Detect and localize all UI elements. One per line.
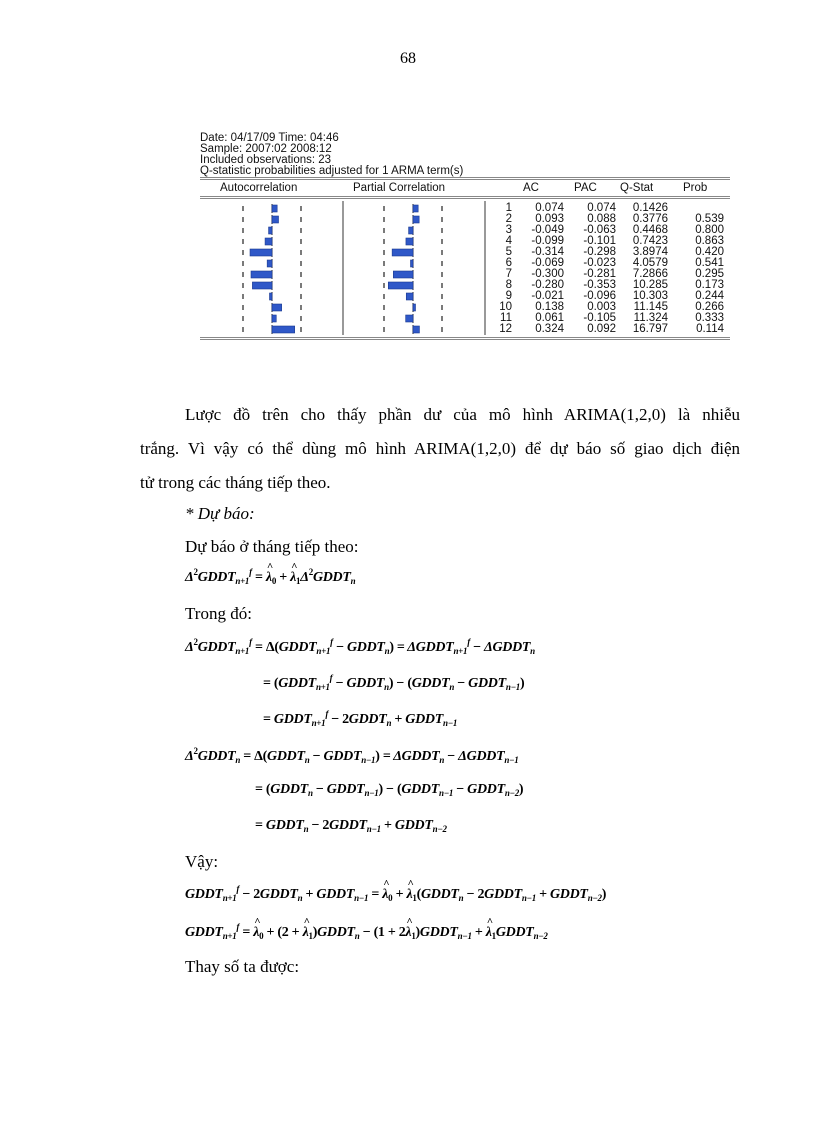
- cell-lag: 4: [505, 235, 512, 247]
- cell-lag: 8: [505, 279, 512, 291]
- pac-bar-lag-1: [413, 205, 418, 212]
- ac-bar-lag-4: [265, 238, 272, 245]
- cell-pac: 0.092: [587, 323, 616, 335]
- cell-pac: -0.023: [583, 257, 616, 269]
- ac-bar-lag-2: [272, 216, 279, 223]
- cell-pac: -0.353: [583, 279, 616, 291]
- cell-qstat: 11.145: [633, 301, 668, 313]
- pac-bar-lag-11: [406, 315, 413, 322]
- cell-prob: 0.114: [696, 323, 724, 335]
- col-pac: PAC: [574, 182, 597, 194]
- cell-ac: 0.093: [535, 213, 564, 225]
- cell-lag: 11: [500, 312, 512, 324]
- paragraph-line-3: tử trong các tháng tiếp theo.: [140, 473, 331, 492]
- substitute-label: Thay số ta được:: [185, 957, 300, 976]
- cell-lag: 12: [499, 323, 512, 335]
- pac-bar-lag-8: [388, 282, 413, 289]
- ac-bar-lag-10: [272, 304, 282, 311]
- col-ac: AC: [523, 182, 539, 194]
- pac-bar-lag-10: [413, 304, 416, 311]
- ac-bar-lag-11: [272, 315, 276, 322]
- ac-bar-lag-3: [269, 227, 272, 234]
- ac-bar-lag-12: [272, 326, 295, 333]
- correlogram-observations-line: Included observations: 23: [200, 154, 332, 166]
- pac-bar-lag-3: [409, 227, 413, 234]
- cell-qstat: 0.1426: [632, 202, 668, 214]
- cell-qstat: 0.4468: [632, 224, 668, 236]
- correlation-bar-plots: [200, 199, 490, 337]
- cell-prob: 0.333: [695, 312, 724, 324]
- cell-qstat: 11.324: [633, 312, 668, 324]
- ac-bar-lag-9: [270, 293, 273, 300]
- cell-qstat: 16.797: [632, 323, 668, 335]
- cell-qstat: 0.7423: [632, 235, 668, 247]
- ac-bar-lag-5: [250, 249, 272, 256]
- cell-ac: 0.074: [535, 202, 564, 214]
- ac-bar-lag-6: [267, 260, 272, 267]
- cell-pac: -0.063: [583, 224, 616, 236]
- correlogram-qstat-note: Q-statistic probabilities adjusted for 1 ARMA term(s): [200, 165, 464, 177]
- equation-delta2-gddt: $\Delta^2GDDT_n$ = $\Delta(GDDT_n$ − $GDDT_{n-1}$) = $\Delta GDDT_n$ − $\Delta GDDT_{n-1}$: [185, 746, 519, 765]
- cell-ac: -0.280: [531, 279, 564, 291]
- pac-bar-lag-2: [413, 216, 419, 223]
- forecast-next-label: Dự báo ở tháng tiếp theo:: [185, 537, 359, 556]
- page-number: 68: [400, 50, 416, 67]
- col-qstat: Q-Stat: [620, 182, 654, 194]
- pac-bar-lag-6: [411, 260, 414, 267]
- ac-bar-lag-8: [252, 282, 272, 289]
- cell-ac: -0.069: [531, 257, 564, 269]
- col-prob: Prob: [683, 182, 708, 194]
- correlogram-body: [200, 199, 730, 337]
- cell-prob: 0.863: [695, 235, 724, 247]
- cell-pac: -0.101: [583, 235, 616, 247]
- column-header-row: [200, 180, 730, 196]
- cell-ac: 0.324: [535, 323, 564, 335]
- bottom-rule: [200, 337, 730, 340]
- cell-lag: 5: [505, 246, 512, 258]
- cell-ac: 0.138: [535, 301, 564, 313]
- cell-pac: 0.088: [587, 213, 616, 225]
- col-autocorrelation: Autocorrelation: [220, 182, 298, 194]
- cell-ac: -0.049: [531, 224, 564, 236]
- pac-bar-lag-5: [392, 249, 413, 256]
- cell-pac: -0.096: [583, 290, 616, 302]
- cell-ac: -0.099: [531, 235, 564, 247]
- ac-bar-lag-7: [251, 271, 272, 278]
- cell-lag: 9: [505, 290, 512, 302]
- pac-bar-lag-9: [406, 293, 413, 300]
- cell-pac: -0.105: [583, 312, 616, 324]
- cell-qstat: 3.8974: [632, 246, 668, 258]
- cell-prob: 0.295: [695, 268, 724, 280]
- paragraph-line-1: Lược đồ trên cho thấy phần dư của mô hình ARIMA(1,2,0) là nhiễu: [185, 405, 740, 424]
- cell-prob: 0.244: [695, 290, 724, 302]
- cell-ac: -0.314: [531, 246, 564, 258]
- cell-lag: 10: [499, 301, 512, 313]
- therefore-label: Vậy:: [185, 852, 219, 871]
- cell-prob: 0.541: [695, 257, 724, 269]
- forecast-heading: * Dự báo:: [185, 504, 255, 523]
- table-row: [490, 324, 730, 335]
- equation-final-forecast: $GDDT_{n+1}^f$ = ^ $\lambda_0 + (2$ + ^ $\lambda_1)GDDT_n - (1$ + 2^ $\lambda_1)GDDT_{n-1}$ + ^ $\lambda_1GDDT_{n-2}$: [185, 922, 548, 941]
- equation-delta2-gddt-step2: = ($GDDT_n$ − $GDDT_{n-1}$) − ($GDDT_{n-1}$ − $GDDT_{n-2}$): [255, 782, 524, 798]
- pac-bar-lag-4: [406, 238, 413, 245]
- cell-ac: 0.061: [535, 312, 564, 324]
- equation-delta2-forecast: $\Delta^2GDDT_{n+1}^f$ = $\Delta(GDDT_{n+1}^f$ − $GDDT_n$) = $\Delta GDDT_{n+1}^f$ − $\Delta GDDT_n$: [185, 637, 535, 656]
- cell-lag: 3: [505, 224, 512, 236]
- ac-bar-lag-1: [272, 205, 277, 212]
- equation-delta2-forecast-step2: = ($GDDT_{n+1}^f$ − $GDDT_n$) − ($GDDT_n$ − $GDDT_{n-1}$): [263, 673, 525, 692]
- cell-prob: 0.800: [695, 224, 724, 236]
- cell-qstat: 4.0579: [632, 257, 668, 269]
- cell-pac: -0.298: [583, 246, 616, 258]
- correlogram-date-line: Date: 04/17/09 Time: 04:46: [200, 132, 339, 144]
- cell-ac: -0.300: [531, 268, 564, 280]
- paragraph-line-2: trắng. Vì vậy có thể dùng mô hình ARIMA(1,2,0) để dự báo số giao dịch điện: [140, 439, 740, 458]
- cell-pac: -0.281: [583, 268, 616, 280]
- equation-delta2-forecast-step3: = $GDDT_{n+1}^f$ − $2GDDT_n$ + $GDDT_{n-1}$: [263, 709, 458, 728]
- equation-forecast: $\Delta^2GDDT_{n+1}^f$ = ^ $\lambda_0$ + ^ $\lambda_1\Delta^2GDDT_n$: [185, 567, 355, 586]
- col-partial-correlation: Partial Correlation: [353, 182, 446, 194]
- cell-qstat: 10.285: [632, 279, 668, 291]
- cell-prob: 0.173: [695, 279, 724, 291]
- equation-combined: $GDDT_{n+1}^f$ − $2GDDT_n$ + $GDDT_{n-1}$ = ^ $\lambda_0$ + ^ $\lambda_1(GDDT_n$ − $2GDDT_{n-1}$ + $GDDT_{n-2}$): [185, 884, 606, 903]
- equation-delta2-gddt-step3: = $GDDT_n$ − $2GDDT_{n-1}$ + $GDDT_{n-2}$: [255, 818, 447, 834]
- correlogram-sample-line: Sample: 2007:02 2008:12: [200, 143, 332, 155]
- cell-qstat: 7.2866: [632, 268, 668, 280]
- cell-lag: 1: [505, 202, 512, 214]
- where-label: Trong đó:: [185, 604, 252, 623]
- cell-prob: 0.266: [695, 301, 724, 313]
- cell-lag: 6: [505, 257, 512, 269]
- pac-bar-lag-7: [393, 271, 413, 278]
- cell-pac: 0.003: [587, 301, 616, 313]
- cell-lag: 7: [505, 268, 512, 280]
- cell-prob: 0.420: [695, 246, 724, 258]
- cell-qstat: 0.3776: [632, 213, 668, 225]
- pac-bar-lag-12: [413, 326, 419, 333]
- cell-ac: -0.021: [531, 290, 564, 302]
- correlogram-table: [200, 133, 730, 340]
- cell-lag: 2: [505, 213, 512, 225]
- cell-pac: 0.074: [587, 202, 616, 214]
- cell-qstat: 10.303: [632, 290, 668, 302]
- cell-prob: 0.539: [695, 213, 724, 225]
